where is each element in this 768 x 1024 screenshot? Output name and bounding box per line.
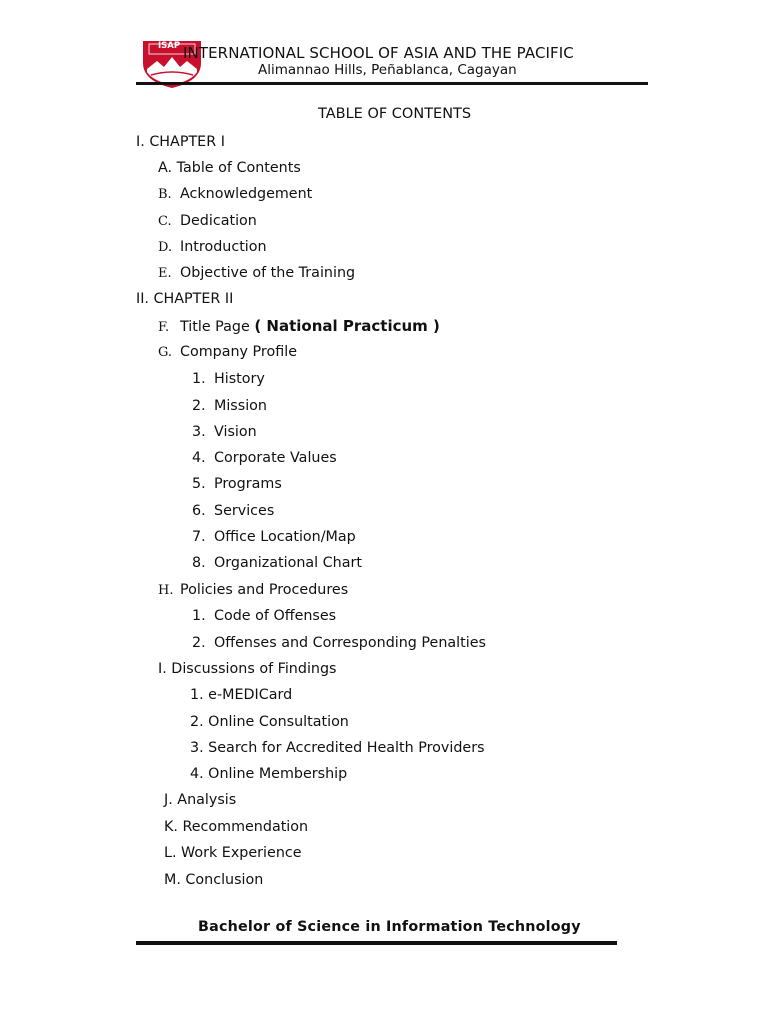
entry-marker: B. (158, 187, 172, 202)
toc-entry (158, 343, 297, 362)
entry-marker: 8. (192, 555, 206, 571)
entry-label: Table of Contents (176, 160, 301, 176)
toc-subentry (192, 634, 486, 652)
entry-emphasis: ( National Practicum ) (254, 317, 440, 335)
entry-marker: 4. (192, 450, 206, 466)
entry-label: Mission (214, 398, 267, 414)
entry-marker: F. (158, 320, 170, 335)
entry-marker: D. (158, 240, 173, 255)
entry-marker: H. (158, 583, 174, 598)
entry-label: Offenses and Corresponding Penalties (214, 635, 486, 651)
entry-label: Policies and Procedures (180, 582, 349, 598)
footer-program: Bachelor of Science in Information Technology (198, 919, 581, 935)
logo-text: ISAP (158, 41, 181, 51)
entry-marker: 1. (192, 608, 206, 624)
toc-entry: I. Discussions of Findings (158, 661, 337, 677)
entry-label: Vision (214, 424, 257, 440)
toc-entry (158, 581, 348, 600)
entry-label: Introduction (180, 239, 267, 255)
toc-entry: K. Recommendation (164, 819, 309, 835)
toc-entry: M. Conclusion (164, 872, 264, 888)
entry-marker: 5. (192, 476, 206, 492)
chapter-label: CHAPTER II (153, 291, 234, 307)
entry-label: Corporate Values (214, 450, 337, 466)
entry-label: Objective of the Training (180, 265, 356, 281)
entry-marker: E. (158, 266, 172, 281)
entry-label: Title Page (180, 319, 250, 335)
entry-marker: A. (158, 160, 173, 176)
entry-label: Acknowledgement (180, 186, 313, 202)
entry-marker: G. (158, 345, 173, 360)
toc-subentry: 3. Search for Accredited Health Providers (190, 740, 485, 756)
toc-subentry (192, 502, 274, 520)
toc-title: TABLE OF CONTENTS (318, 106, 472, 122)
entry-marker: 6. (192, 503, 206, 519)
chapter-heading (136, 133, 225, 151)
toc-subentry (192, 423, 257, 441)
toc-subentry (192, 449, 337, 467)
entry-label: Services (214, 503, 275, 519)
entry-marker: 2. (192, 398, 206, 414)
toc-subentry (192, 528, 356, 546)
toc-subentry (192, 397, 267, 415)
entry-label: Company Profile (180, 344, 298, 360)
entry-label: Code of Offenses (214, 608, 337, 624)
entry-label: Dedication (180, 213, 257, 229)
entry-label: History (214, 371, 265, 387)
toc-entry: L. Work Experience (164, 845, 302, 861)
toc-subentry: 1. e-MEDICard (190, 687, 293, 703)
toc-entry: J. Analysis (164, 792, 237, 808)
entry-marker: 2. (192, 635, 206, 651)
toc-subentry (192, 607, 336, 625)
toc-subentry (192, 554, 362, 572)
chapter-heading (136, 290, 233, 308)
toc-subentry: 4. Online Membership (190, 766, 348, 782)
entry-marker: 7. (192, 529, 206, 545)
entry-label: Office Location/Map (214, 529, 356, 545)
chapter-marker: II. (136, 291, 149, 307)
toc-entry (158, 212, 257, 231)
entry-marker: 3. (192, 424, 206, 440)
toc-entry (158, 264, 355, 283)
toc-entry (158, 317, 440, 337)
toc-subentry (192, 475, 282, 493)
footer-divider (136, 941, 617, 945)
toc-subentry (192, 370, 265, 388)
toc-entry (158, 238, 267, 257)
school-name: INTERNATIONAL SCHOOL OF ASIA AND THE PACIFIC (183, 44, 574, 62)
chapter-label: CHAPTER I (149, 134, 225, 150)
school-address: Alimannao Hills, Peñablanca, Cagayan (258, 62, 517, 78)
toc-entry (158, 185, 312, 204)
header-divider (136, 82, 648, 85)
toc-subentry: 2. Online Consultation (190, 714, 349, 730)
entry-marker: C. (158, 214, 172, 229)
chapter-marker: I. (136, 134, 145, 150)
entry-label: Organizational Chart (214, 555, 362, 571)
entry-label: Programs (214, 476, 282, 492)
entry-marker: 1. (192, 371, 206, 387)
toc-entry (158, 159, 301, 177)
